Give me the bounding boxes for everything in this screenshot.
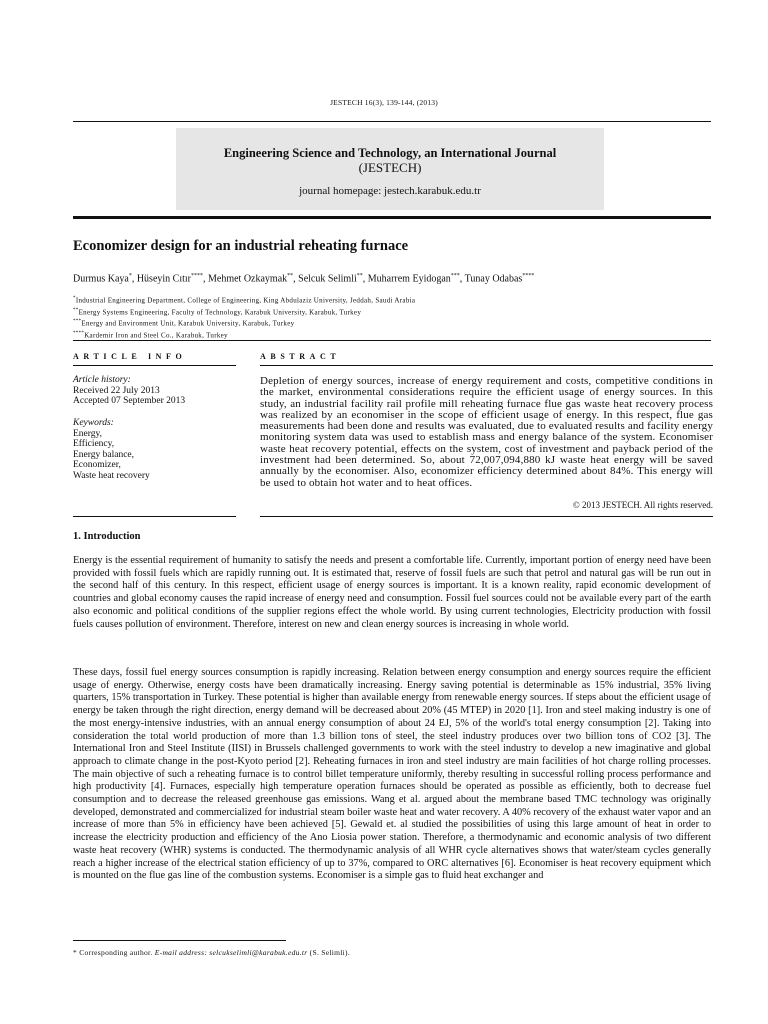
author-separator: , xyxy=(131,273,137,285)
affiliation-mark: *** xyxy=(73,319,82,325)
article-info-heading: ARTICLE INFO xyxy=(73,352,187,361)
received-date: Received 22 July 2013 xyxy=(73,385,160,396)
section-heading: 1. Introduction xyxy=(73,531,141,542)
journal-abbrev: (JESTECH) xyxy=(358,160,422,175)
author-affiliation-mark: **** xyxy=(191,273,203,279)
author-affiliation-mark: *** xyxy=(450,273,460,279)
abstract-text: Depletion of energy sources, increase of energy requirement and costs, competitive conditions in the market, environmental considerations require the efficient usage of energy sources. In this study, an industrial facility rail profile mill reheating furnace flue gas waste heat recovery process was realized by an economiser in the scope of efficient usage of energy. In this respect, flue gas measurements had been done and results was evaluated, due to evaluated results and facility energy monitoring system data was used to establish mass and energy balance of the system. Economiser waste heat recovery potential, effects on the system, cost of investment and payback period of the investment had been determined. So, about 72,007,094,880 kJ waste heat energy will be saved annually by the economiser. Also, economizer efficiency determined about 84%. This energy will be used to obtain hot water and to heat offices. xyxy=(260,375,713,489)
footnote-rule xyxy=(73,940,286,941)
keyword: Economizer, xyxy=(73,460,121,470)
author-separator: , xyxy=(362,273,368,285)
keyword: Energy balance, xyxy=(73,449,135,460)
footnote-suffix: (S. Selimli). xyxy=(307,948,351,957)
keywords-label: Keywords: xyxy=(73,418,114,428)
history-label: Article history: xyxy=(73,375,131,385)
affiliation xyxy=(73,306,713,318)
keywords-block xyxy=(73,418,233,481)
abstract-heading: ABSTRACT xyxy=(260,352,341,361)
keyword: Energy, xyxy=(73,428,103,439)
affiliation-mark: ** xyxy=(73,307,79,313)
author-affiliation-mark: * xyxy=(128,273,132,279)
top-rule xyxy=(73,121,711,122)
journal-homepage[interactable]: journal homepage: jestech.karabuk.edu.tr xyxy=(299,185,481,197)
footnote-prefix: * Corresponding author. xyxy=(73,948,155,957)
author-name: Mehmet Ozkaymak xyxy=(208,273,288,285)
keyword: Efficiency, xyxy=(73,439,115,449)
footnote-email[interactable]: E-mail address: selcukselimli@karabuk.edu.tr xyxy=(154,948,308,957)
journal-name: Engineering Science and Technology, an International Journal xyxy=(223,146,557,160)
affiliation-list xyxy=(73,294,713,341)
author-affiliation-mark: ** xyxy=(356,273,363,279)
abstract-bottom-rule xyxy=(260,516,713,517)
affiliation xyxy=(73,329,713,341)
affiliation-text: Industrial Engineering Department, College of Engineering, King Abdulaziz University, Jeddah, Saudi Arabia xyxy=(75,296,416,305)
article-title: Economizer design for an industrial reheating furnace xyxy=(73,238,409,254)
author-separator: , xyxy=(203,273,208,285)
affiliation-text: Energy Systems Engineering, Faculty of Technology, Karabuk University, Karabuk, Turkey xyxy=(78,307,362,316)
author-name: Tunay Odabas xyxy=(464,273,523,285)
author-list xyxy=(73,273,713,284)
article-info-bottom-rule xyxy=(73,516,236,517)
intro-paragraph-2: These days, fossil fuel energy sources consumption is rapidly increasing. Relation between energy consumption and energy sources require the efficient usage of energy. Otherwise, energy costs have been dramatically increasing. Energy saving potential is determinable as 15% industrial, 35% living quarters, 15% transportation in Turkey. These potential is higher than available energy from renewable energy sources. If steps about the efficient usage of energy be taken through the right direction, energy demand will be decreased about 20% (45 MTEP) in 2020 [1]. Iron and steel making industry is one of the most energy-intensive industries, with an annual energy consumption of about 24 EJ, 5% of the world's total energy consumption [2]. Taking into consideration the total world production of more than 1.3 billion tons of steel, the steel industry produces over two billion tons of CO2 [3]. The International Iron and Steel Institute (IISI) in Brussels challenged governments to work with the steel industry to develop a new imaginative and global approach to climate change in the post-Kyoto period [2]. Reheating furnaces in iron and steel industry are main facilities of hot charge rolling processes. The main objective of such a reheating furnace is to control billet temperature uniformly, thereby resulting in successful rolling process performance and high productivity [4]. Furnaces, especially high temperature operation furnaces should be operated as possible as efficiently, both to decrease fuel consumption and to decrease the released greenhouse gas emissions. Wang et al. argued about the membrane based TMC technology was originally developed, demonstrated and commercialized for industrial steam boiler waste heat and water recovery. A 40% recovery of the exhaust water vapor and an increase of more than 5% in efficiency have been achieved [5]. Gewald et. al studied the possibilities of using this large amount of heat in order to increase the electricity production and efficiency of the Ano Liosia power station. Therefore, a thermodynamic and economic analysis of two different waste heat recovery (WHR) systems is conducted. The thermodynamic analysis of all WHR cycle alternatives shows that water/steam cycles generally reach a higher increase of the electrical station efficiency of up to 37%, compared to ORC alternatives [6]. Economiser is heat recovery equipment which is mounted on the flue gas line of the combustion systems. Economiser is a simple gas to fluid heat exchanger and xyxy=(73,667,711,882)
affiliation-mark: **** xyxy=(73,330,85,336)
journal-citation: JESTECH 16(3), 139-144, (2013) xyxy=(330,98,438,107)
header-thick-rule xyxy=(73,216,711,219)
author-name: Hüseyin Cıtır xyxy=(136,273,191,285)
affiliation xyxy=(73,317,713,329)
keyword: Waste heat recovery xyxy=(73,470,150,481)
intro-paragraph-1: Energy is the essential requirement of humanity to satisfy the needs and present a comfortable life. Currently, important portion of energy need have been provided with fossil fuels which are rapidly running out. It is estimated that, reserve of fossil fuels are such that petrol and natural gas will be run out in the second half of this century. In this respect, efficient usage of energy sources is important. It is a known reality, rapid economic development of countries and global economy causes the rapid increase of energy need and consumption. Fossil fuel sources could not be available every part of the earth also economic and political conditions of the supplier regions effect the whole world. By using current technologies, Electricity production with fossil fuels causes pollution of environment. Therefore, interest on new and clean energy sources is increasing in whole world. xyxy=(73,555,711,630)
article-history xyxy=(73,375,233,407)
abstract-rule xyxy=(260,365,713,366)
author-name: Durmus Kaya xyxy=(73,273,129,285)
author-separator: , xyxy=(459,273,465,285)
affiliation-rule xyxy=(73,340,711,341)
article-info-rule xyxy=(73,365,236,366)
author-name: Muharrem Eyidogan xyxy=(367,273,451,285)
affiliation-text: Energy and Environment Unit, Karabuk University, Karabuk, Turkey xyxy=(81,319,295,328)
author-affiliation-mark: **** xyxy=(522,273,535,279)
author-name: Selcuk Selimli xyxy=(298,273,357,285)
affiliation-text: Kardemir Iron and Steel Co., Karabuk, Turkey xyxy=(84,331,228,340)
author-separator: , xyxy=(293,273,299,285)
corresponding-author-footnote xyxy=(73,948,350,957)
copyright: © 2013 JESTECH. All rights reserved. xyxy=(572,500,713,510)
affiliation-mark: * xyxy=(73,296,76,301)
affiliation xyxy=(73,294,713,306)
accepted-date: Accepted 07 September 2013 xyxy=(73,396,186,406)
author-affiliation-mark: ** xyxy=(287,273,294,279)
